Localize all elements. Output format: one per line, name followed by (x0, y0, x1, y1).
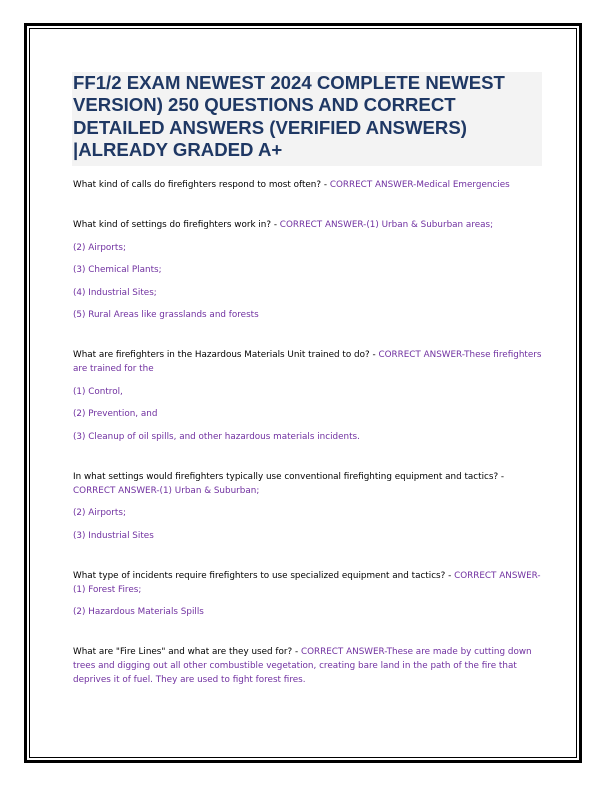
question-text: What kind of calls do firefighters respond to most often? - (73, 180, 330, 190)
qa-item (73, 178, 543, 192)
qa-item (73, 569, 543, 597)
answer-text: CORRECT ANSWER-These firefighters are trained for the (73, 350, 542, 374)
answer-subitem: (2) Airports; (73, 242, 126, 253)
answer-subitem: (3) Chemical Plants; (73, 265, 162, 275)
question-text: In what settings would firefighters typically use conventional firefighting equipment and tactics? - (73, 471, 505, 482)
qa-block (73, 218, 543, 322)
qa-block (73, 569, 543, 620)
question-text: What kind of settings do firefighters work in? - (73, 220, 280, 230)
answer-text: CORRECT ANSWER-Medical Emergencies (329, 180, 510, 190)
qa-item (73, 470, 543, 498)
qa-block (73, 348, 543, 444)
answer-subitem: (4) Industrial Sites; (73, 287, 157, 298)
qa-block (73, 178, 543, 192)
qa-item (73, 645, 543, 687)
answer-subitem: (3) Industrial Sites (73, 530, 154, 541)
answer-subitem: (2) Hazardous Materials Spills (73, 607, 204, 617)
answer-subitem: (2) Airports; (73, 508, 126, 518)
answer-text: CORRECT ANSWER-These are made by cutting down trees and digging out all other combustible vegetation, creating bare land in the path of the fire that deprives it of fuel. They are used to fight forest fires. (73, 647, 532, 685)
answer-text: CORRECT ANSWER-(1) Forest Fires; (73, 570, 541, 595)
question-text: What are firefighters in the Hazardous Materials Unit trained to do? - (73, 350, 379, 360)
answer-subitem: (2) Prevention, and (73, 409, 158, 419)
answer-text: CORRECT ANSWER-(1) Urban & Suburban areas; (279, 220, 494, 230)
question-text: What are "Fire Lines" and what are they used for? - (73, 647, 301, 657)
answer-subitem: (3) Cleanup of oil spills, and other hazardous materials incidents. (73, 431, 360, 442)
document-title: FF1/2 EXAM NEWEST 2024 COMPLETE NEWEST VERSION) 250 QUESTIONS AND CORRECT DETAILED ANSWERS (VERIFIED ANSWERS) |ALREADY GRADED A+ (73, 72, 505, 161)
qa-block (73, 470, 543, 543)
qa-block (73, 645, 543, 687)
qa-item (73, 218, 543, 232)
answer-subitem: (1) Control, (73, 386, 123, 397)
answer-subitem: (5) Rural Areas like grasslands and forests (73, 310, 259, 320)
qa-content (73, 178, 543, 687)
question-text: What type of incidents require firefighters to use specialized equipment and tactics? - (73, 570, 455, 581)
qa-item (73, 348, 543, 376)
answer-text: CORRECT ANSWER-(1) Urban & Suburban; (73, 485, 260, 496)
